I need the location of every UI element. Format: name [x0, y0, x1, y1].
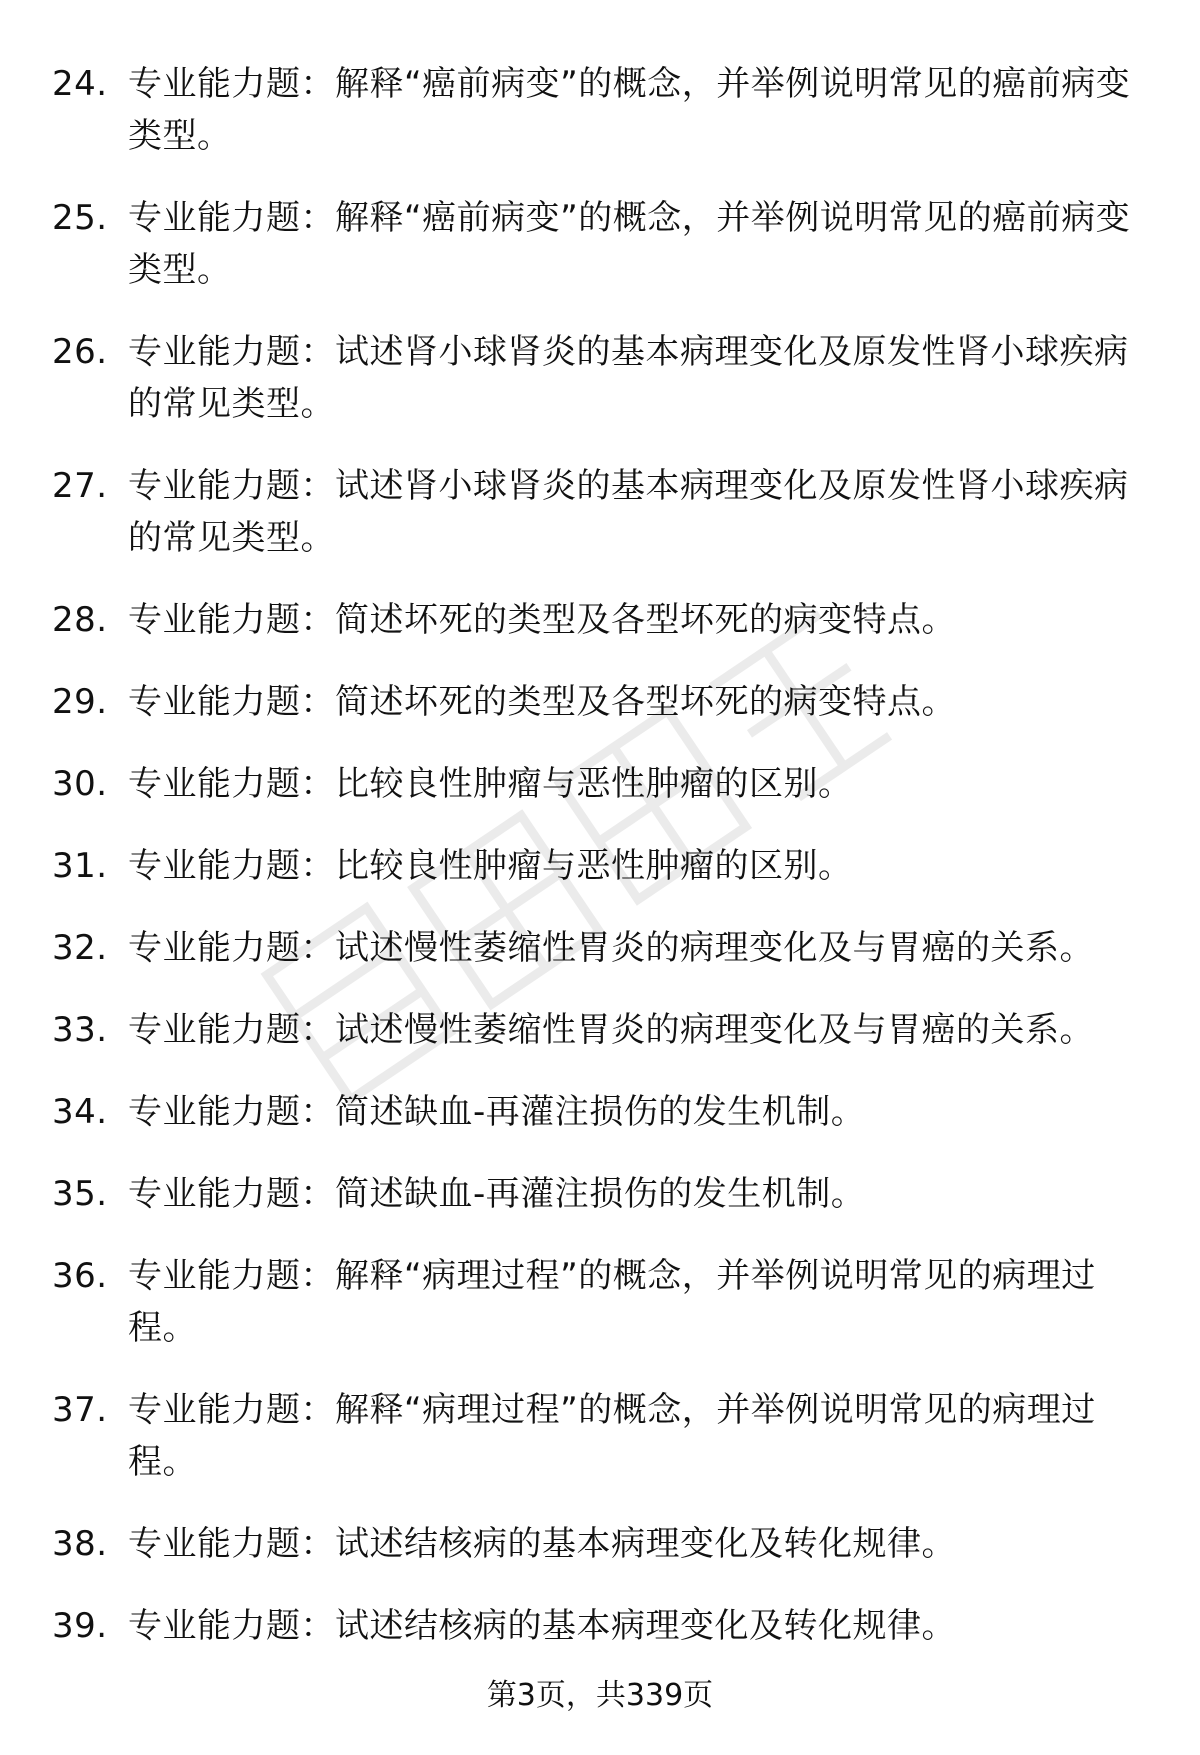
list-item — [52, 1168, 1152, 1220]
question-number: 24. — [52, 64, 108, 104]
question-text: 专业能力题：试述慢性萎缩性胃炎的病理变化及与胃癌的关系。 — [128, 1010, 1094, 1050]
question-number: 38. — [52, 1524, 108, 1564]
question-number: 39. — [52, 1606, 108, 1646]
list-item — [52, 1086, 1152, 1138]
list-item — [52, 58, 1152, 162]
question-text: 专业能力题：简述缺血-再灌注损伤的发生机制。 — [128, 1174, 866, 1214]
question-number: 25. — [52, 198, 108, 238]
question-number: 26. — [52, 332, 108, 372]
question-number: 32. — [52, 928, 108, 968]
list-item — [52, 460, 1152, 564]
question-text: 专业能力题：解释“癌前病变”的概念，并举例说明常见的癌前病变类型。 — [128, 198, 1131, 290]
list-item — [52, 1518, 1152, 1570]
list-item — [52, 594, 1152, 646]
list-item — [52, 1600, 1152, 1652]
question-text: 专业能力题：试述慢性萎缩性胃炎的病理变化及与胃癌的关系。 — [128, 928, 1094, 968]
question-number: 27. — [52, 466, 108, 506]
question-text: 专业能力题：比较良性肿瘤与恶性肿瘤的区别。 — [128, 846, 853, 886]
list-item — [52, 1384, 1152, 1488]
question-number: 29. — [52, 682, 108, 722]
list-item — [52, 922, 1152, 974]
list-item — [52, 840, 1152, 892]
question-number: 37. — [52, 1390, 108, 1430]
list-item — [52, 1004, 1152, 1056]
question-number: 35. — [52, 1174, 108, 1214]
question-text: 专业能力题：试述结核病的基本病理变化及转化规律。 — [128, 1606, 956, 1646]
question-text: 专业能力题：解释“癌前病变”的概念，并举例说明常见的癌前病变类型。 — [128, 64, 1131, 156]
question-text: 专业能力题：试述肾小球肾炎的基本病理变化及原发性肾小球疾病的常见类型。 — [128, 332, 1129, 424]
question-number: 31. — [52, 846, 108, 886]
question-text: 专业能力题：试述结核病的基本病理变化及转化规律。 — [128, 1524, 956, 1564]
question-text: 专业能力题：比较良性肿瘤与恶性肿瘤的区别。 — [128, 764, 853, 804]
question-text: 专业能力题：解释“病理过程”的概念，并举例说明常见的病理过程。 — [128, 1390, 1096, 1482]
question-number: 34. — [52, 1092, 108, 1132]
question-number: 30. — [52, 764, 108, 804]
question-text: 专业能力题：解释“病理过程”的概念，并举例说明常见的病理过程。 — [128, 1256, 1096, 1348]
question-text: 专业能力题：试述肾小球肾炎的基本病理变化及原发性肾小球疾病的常见类型。 — [128, 466, 1129, 558]
list-item — [52, 676, 1152, 728]
question-text: 专业能力题：简述坏死的类型及各型坏死的病变特点。 — [128, 600, 956, 640]
list-item — [52, 192, 1152, 296]
question-number: 33. — [52, 1010, 108, 1050]
question-text: 专业能力题：简述缺血-再灌注损伤的发生机制。 — [128, 1092, 866, 1132]
list-item — [52, 1250, 1152, 1354]
question-number: 36. — [52, 1256, 108, 1296]
list-item — [52, 758, 1152, 810]
question-text: 专业能力题：简述坏死的类型及各型坏死的病变特点。 — [128, 682, 956, 722]
list-item — [52, 326, 1152, 430]
question-list — [52, 58, 1152, 1682]
question-number: 28. — [52, 600, 108, 640]
page-footer: 第3页，共339页 — [486, 1678, 714, 1713]
